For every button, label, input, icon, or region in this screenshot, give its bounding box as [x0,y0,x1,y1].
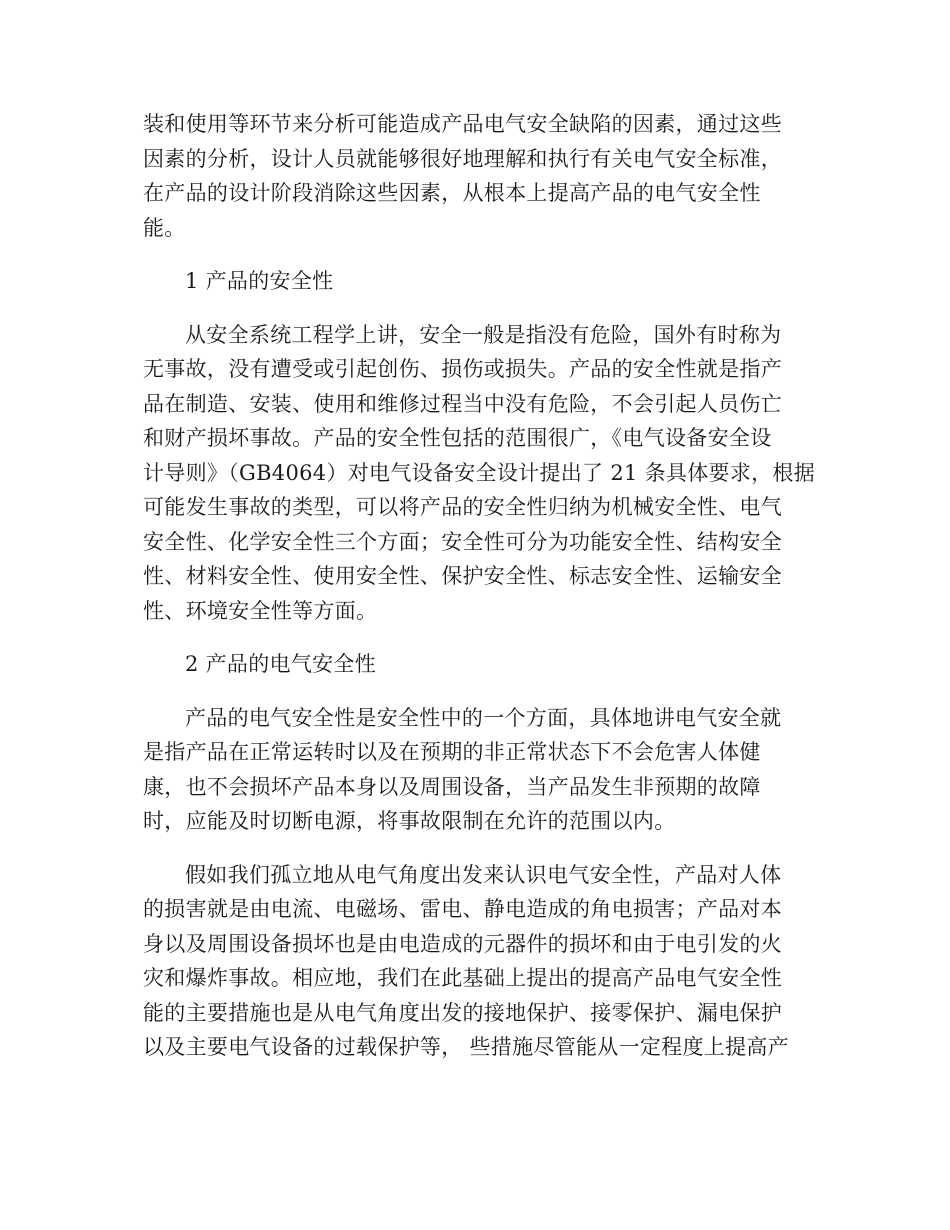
text-line: 性、环境安全性等方面。 [143,598,378,623]
text-line: 品在制造、安装、使用和维修过程当中没有危险，不会引起人员伤亡 [143,391,782,416]
paragraph-hypothesis [143,858,803,1065]
text-line: 装和使用等环节来分析可能造成产品电气安全缺陷的因素，通过这些 [143,112,782,136]
text-line: 的损害就是由电流、电磁场、雷电、静电造成的角电损害；产品对本 [143,897,782,921]
text-line: 身以及周围设备损坏也是由电造成的元器件的损坏和由于电引发的火 [143,931,782,956]
section-heading-1 [143,264,803,299]
paragraph-safety [143,318,816,629]
text-line: 安全性、化学安全性三个方面；安全性可分为功能安全性、结构安全 [143,529,782,554]
document-body [143,107,816,1084]
paragraph-electrical [143,701,803,839]
heading-text: 1 产品的安全性 [185,269,334,293]
heading-text: 2 产品的电气安全性 [185,652,377,676]
text-line: 从安全系统工程学上讲，安全一般是指没有危险，国外有时称为 [185,322,782,347]
text-line: 灾和爆炸事故。相应地，我们在此基础上提出的提高产品电气安全性 [143,966,782,990]
section-heading-2 [143,647,803,682]
text-line: 时，应能及时切断电源，将事故限制在允许的范围以内。 [143,809,676,833]
text-line: 在产品的设计阶段消除这些因素，从根本上提高产品的电气安全性 [143,181,761,205]
text-line: 是指产品在正常运转时以及在预期的非正常状态下不会危害人体健 [143,740,761,764]
text-line: 因素的分析，设计人员就能够很好地理解和执行有关电气安全标准， [143,146,782,171]
text-line: 无事故，没有遭受或引起创伤、损伤或损失。产品的安全性就是指产 [143,357,782,381]
text-line: 康，也不会损坏产品本身以及周围设备，当产品发生非预期的故障 [143,774,761,799]
text-line: 产品的电气安全性是安全性中的一个方面，具体地讲电气安全就 [185,705,782,730]
paragraph-intro [143,107,803,245]
text-line: 计导则》（GB4064）对电气设备安全设计提出了 21 条具体要求，根据 [143,460,816,485]
text-line: 和财产损坏事故。产品的安全性包括的范围很广，《电气设备安全设 [143,426,772,450]
text-line: 能。 [143,215,186,240]
text-line: 以及主要电气设备的过载保护等， 些措施尽管能从一定程度上提高产 [143,1035,789,1059]
text-line: 性、材料安全性、使用安全性、保护安全性、标志安全性、运输安全 [143,564,782,588]
text-line: 可能发生事故的类型，可以将产品的安全性归纳为机械安全性、电气 [143,495,782,519]
text-line: 能的主要措施也是从电气角度出发的接地保护、接零保护、漏电保护 [143,1000,782,1025]
text-line: 假如我们孤立地从电气角度出发来认识电气安全性，产品对人体 [185,862,782,887]
